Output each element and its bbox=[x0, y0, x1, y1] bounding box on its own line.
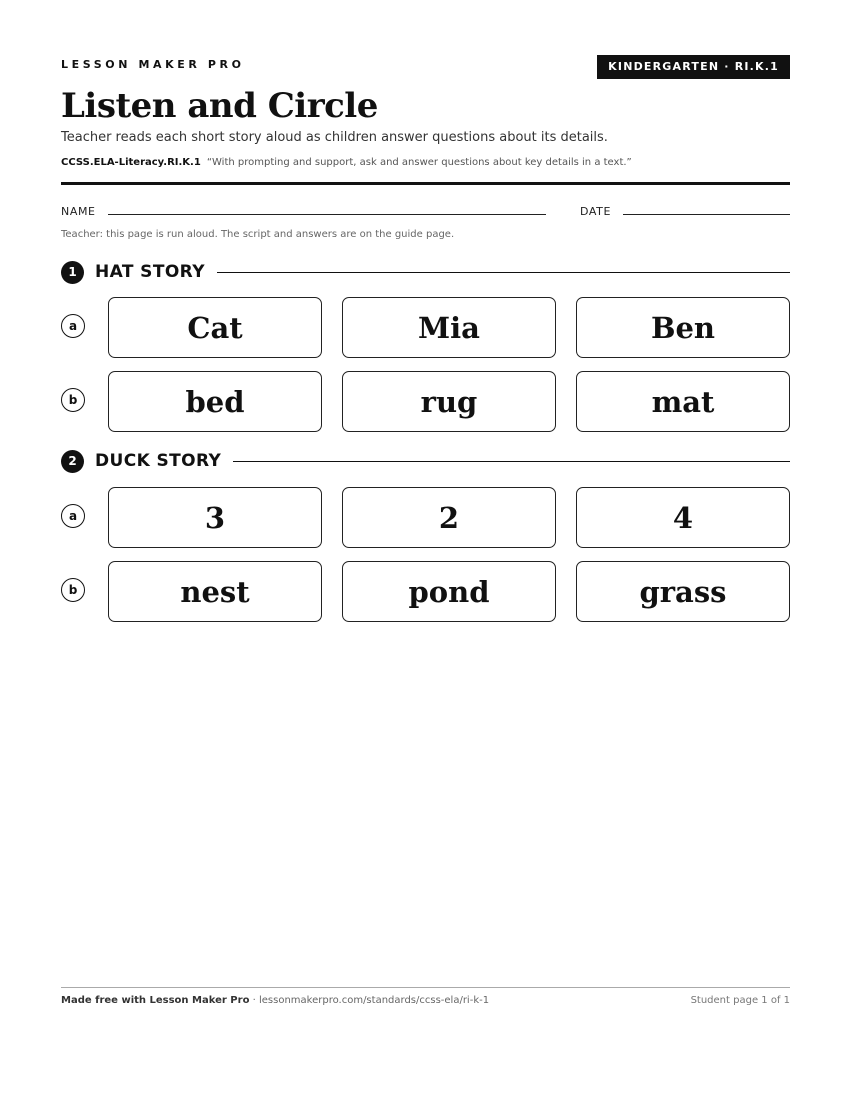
answer-option[interactable]: mat bbox=[576, 371, 790, 432]
question-row bbox=[61, 297, 790, 359]
question-row bbox=[61, 487, 790, 549]
footer-url: · lessonmakerpro.com/standards/ccss-ela/ri-k-1 bbox=[249, 995, 490, 1006]
grade-badge: KINDERGARTEN · RI.K.1 bbox=[597, 55, 790, 79]
name-field[interactable] bbox=[108, 214, 546, 215]
section-number-badge: 2 bbox=[61, 450, 84, 473]
page-title: Listen and Circle bbox=[61, 86, 378, 126]
question-letter: b bbox=[61, 388, 85, 412]
answer-option[interactable]: Ben bbox=[576, 297, 790, 358]
footer-made-with: Made free with Lesson Maker Pro bbox=[61, 995, 250, 1006]
question-letter: a bbox=[61, 504, 85, 528]
section-title: DUCK STORY bbox=[95, 451, 222, 471]
standard-text: “With prompting and support, ask and answer questions about key details in a text.” bbox=[206, 157, 632, 168]
answer-option[interactable]: rug bbox=[342, 371, 556, 432]
section-number-badge: 1 bbox=[61, 261, 84, 284]
section-divider bbox=[217, 272, 790, 273]
answer-option[interactable]: 2 bbox=[342, 487, 556, 548]
page-subtitle: Teacher reads each short story aloud as children answer questions about its details. bbox=[61, 130, 608, 145]
answer-option[interactable]: nest bbox=[108, 561, 322, 622]
section-divider bbox=[233, 461, 790, 462]
answer-option[interactable]: grass bbox=[576, 561, 790, 622]
footer-credit bbox=[61, 995, 489, 1006]
answer-option[interactable]: Mia bbox=[342, 297, 556, 358]
standard-line bbox=[61, 157, 632, 168]
answer-option[interactable]: 4 bbox=[576, 487, 790, 548]
brand-name: LESSON MAKER PRO bbox=[61, 58, 245, 71]
answer-option[interactable]: 3 bbox=[108, 487, 322, 548]
date-field[interactable] bbox=[623, 214, 790, 215]
teacher-note: Teacher: this page is run aloud. The script and answers are on the guide page. bbox=[61, 229, 455, 240]
footer-divider bbox=[61, 987, 790, 988]
standard-code: CCSS.ELA-Literacy.RI.K.1 bbox=[61, 157, 201, 168]
answer-option[interactable]: pond bbox=[342, 561, 556, 622]
footer-page-label: Student page 1 of 1 bbox=[690, 995, 790, 1006]
answer-option[interactable]: bed bbox=[108, 371, 322, 432]
question-letter: a bbox=[61, 314, 85, 338]
header-divider bbox=[61, 182, 790, 185]
question-row bbox=[61, 561, 790, 623]
name-label: NAME bbox=[61, 205, 96, 218]
section-title: HAT STORY bbox=[95, 262, 205, 282]
date-label: DATE bbox=[580, 205, 612, 218]
section-duck-story bbox=[61, 449, 790, 473]
question-letter: b bbox=[61, 578, 85, 602]
worksheet-page bbox=[61, 0, 790, 1100]
answer-option[interactable]: Cat bbox=[108, 297, 322, 358]
question-row bbox=[61, 371, 790, 433]
section-hat-story bbox=[61, 260, 790, 284]
